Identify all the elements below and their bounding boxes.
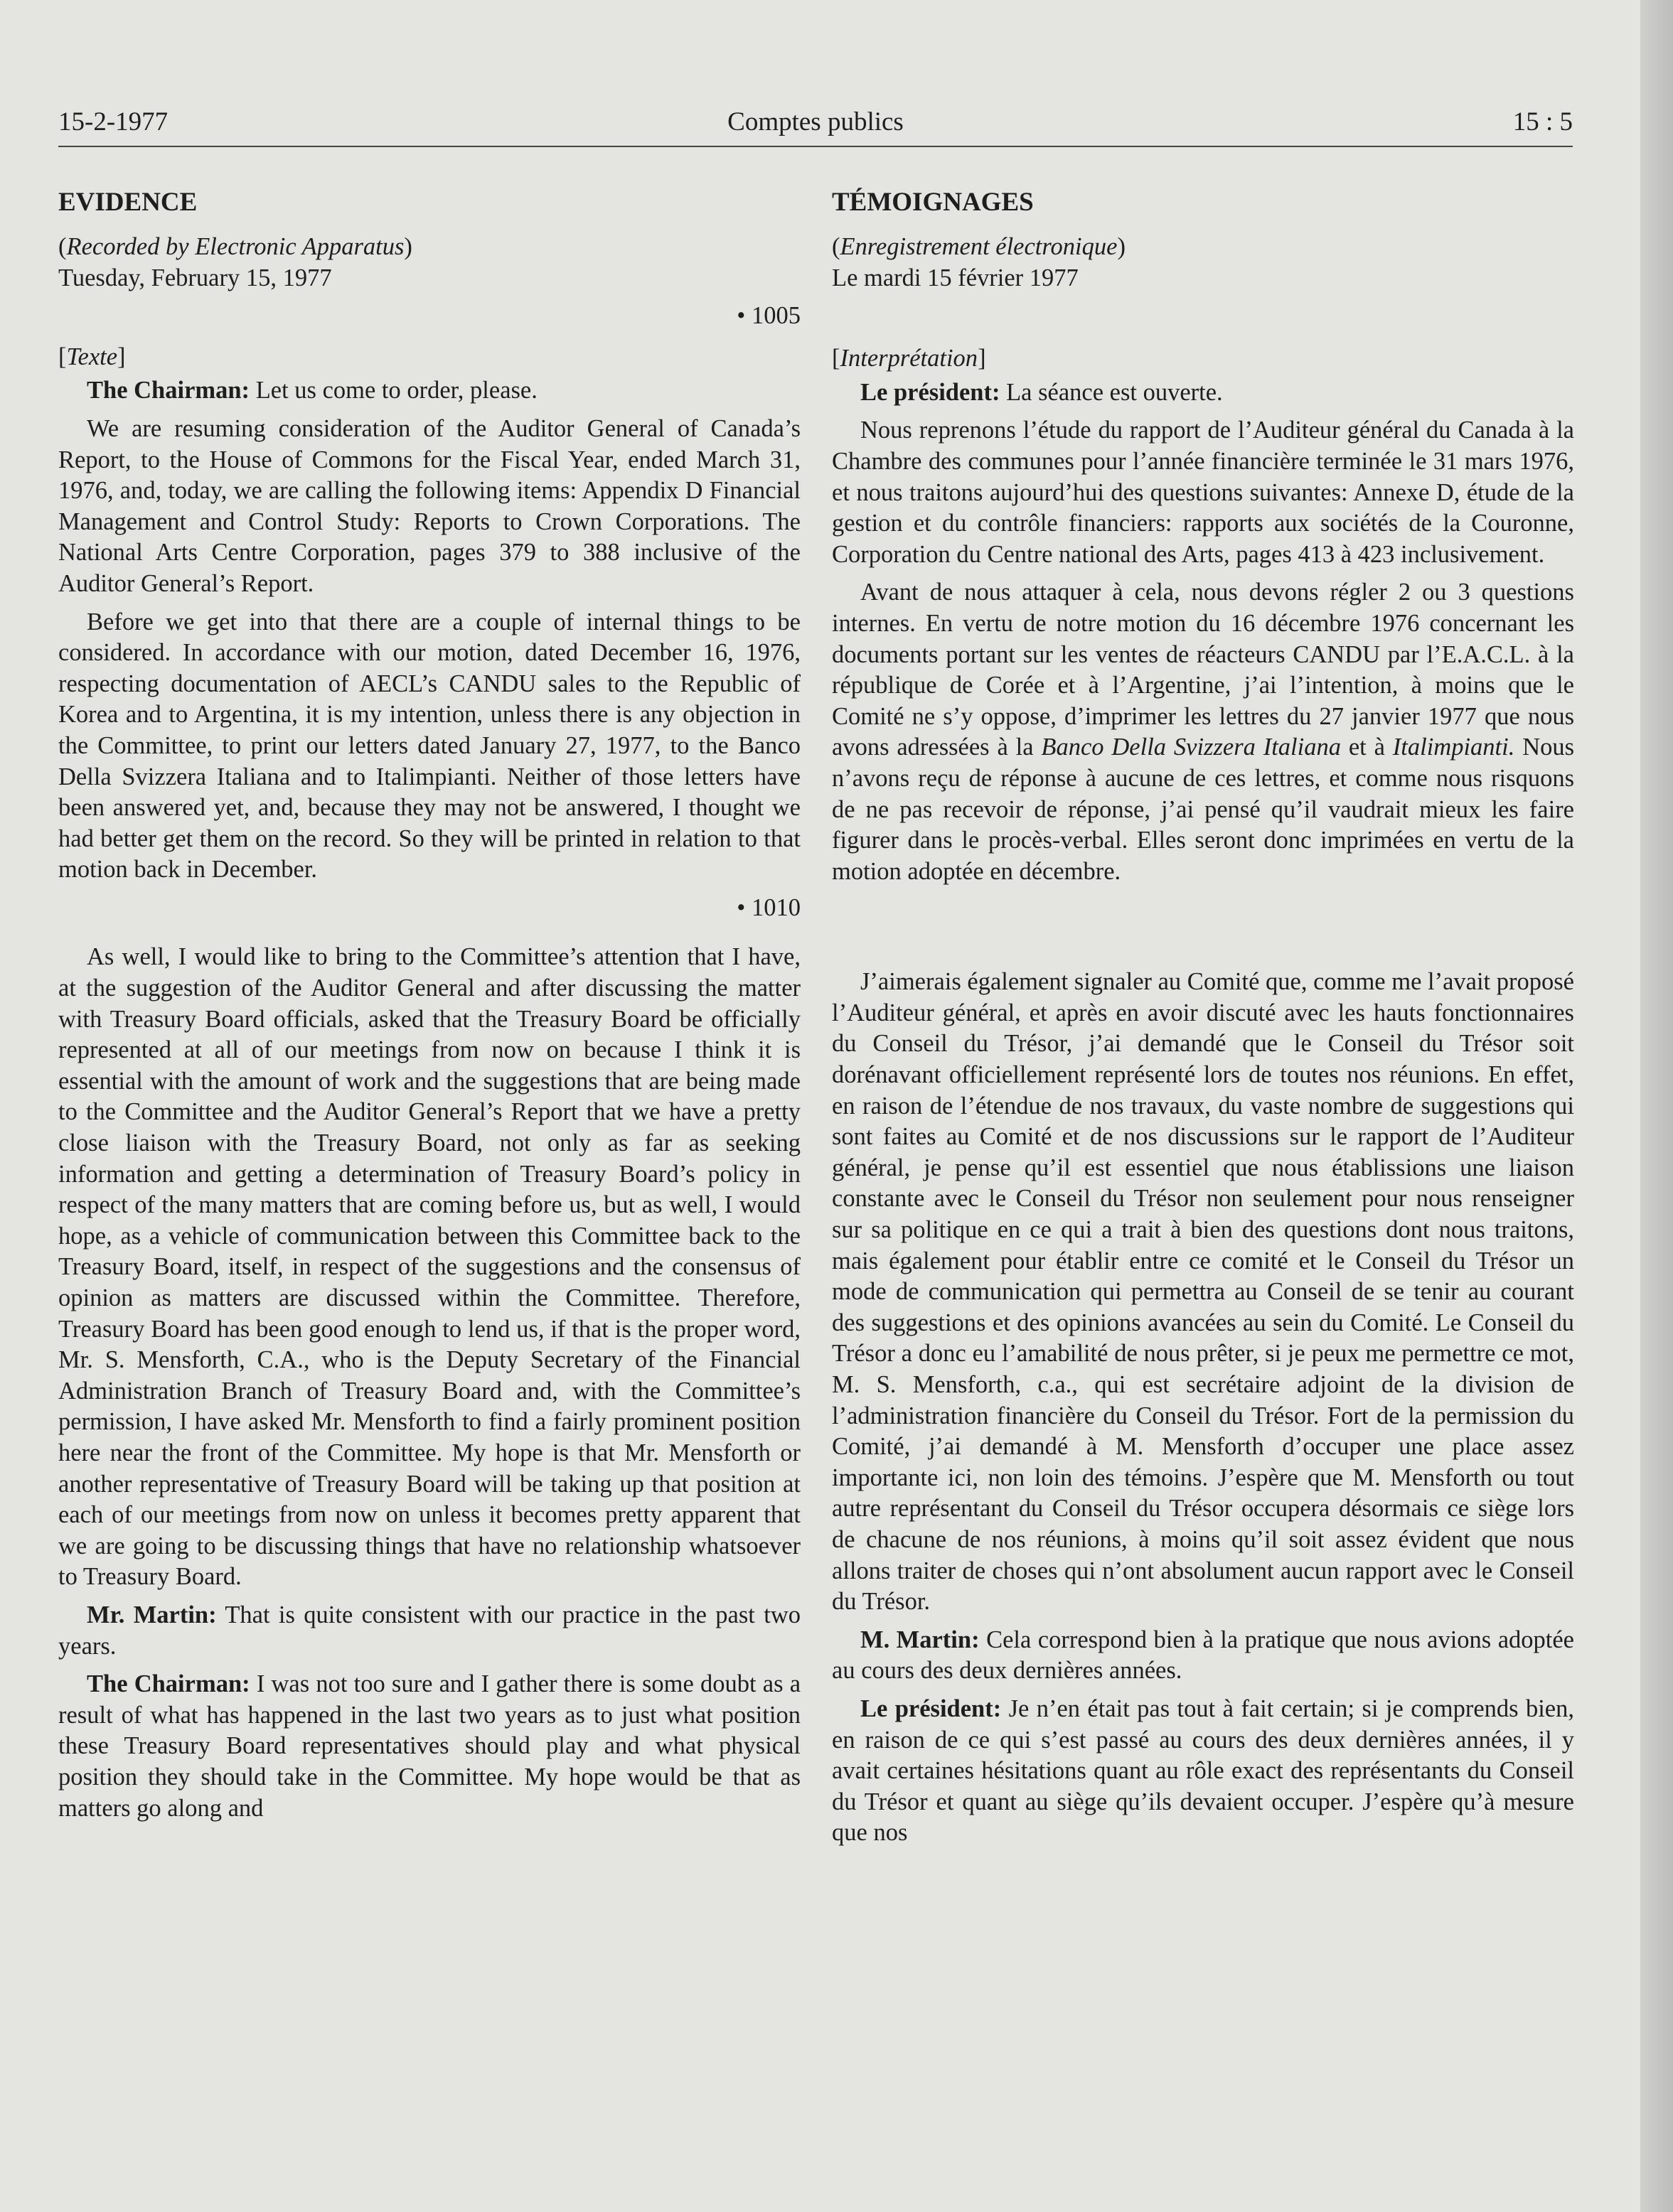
running-header [58, 107, 1573, 149]
time-marker: • 1010 [737, 893, 801, 921]
spacer [58, 932, 801, 942]
language-tag-text: Texte [66, 343, 118, 370]
section-heading: EVIDENCE [58, 188, 198, 217]
header-rule [58, 146, 1573, 147]
header-page-number: 15 : 5 [1512, 107, 1573, 136]
header-date: 15-2-1977 [58, 107, 169, 136]
paragraph [58, 1600, 801, 1662]
speech-text: Cela correspond bien à la pratique que nous avions adoptée au cours des deux dernières années. [832, 1626, 1574, 1685]
recorded-note-text: Enregistrement électronique [840, 233, 1118, 260]
paragraph [58, 375, 801, 407]
spacer [832, 294, 1574, 333]
paragraph: J’aimerais également signaler au Comité que, comme me l’avait proposé l’Auditeur général, et après en avoir discuté avec les hauts fonctionnaires du Conseil du Trésor, j’ai demandé que le Conseil du Trésor soit dorénavant officiellement représenté lors de toutes nos réunions. En effet, en raison de l’étendue de nos travaux, du vaste nombre de suggestions qui sont faites au Comité et de nos discussions sur le rapport de l’Auditeur général, je pense qu’il est essentiel que nous établissions une liaison constante avec le Conseil du Trésor non seulement pour nous renseigner sur sa politique en ce qui a trait à bien des questions dont nous traitons, mais également pour établir entre ce comité et le Conseil du Trésor un mode de communication qui permettra au Conseil de se tenir au courant des suggestions et des opinions avancées au sein du Comité. Le Conseil du Trésor a donc eu l’amabilité de nous prêter, si je peux me permettre ce mot, M. S. Mensforth, c.a., qui est secrétaire adjoint de la division de l’administration financière du Conseil du Trésor. Fort de la permission du Comité, j’ai demandé à M. Mensforth d’occuper une place assez importante ici, non loin des témoins. J’espère que M. Mensforth ou tout autre représentant du Conseil du Trésor occupera désormais ce siège lors de chacune de nos réunions, à moins qu’il soit assez évident que nous allons traiter de choses qui n’ont absolument aucun rapport avec le Conseil du Trésor. [832, 968, 1574, 1616]
recorded-note-text: Recorded by Electronic Apparatus [66, 233, 405, 260]
page-edge [1640, 0, 1673, 2212]
english-column [58, 186, 801, 1831]
speech-text: La séance est ouverte. [1006, 378, 1223, 406]
speaker-name: Mr. Martin: [87, 1601, 217, 1628]
paragraph-text: Nous n’avons reçu de réponse à aucune de ces lettres, et comme nous risquons de ne pas recevoir de réponse, j’ai pensé qu’il vaudrait mieux les faire figurer dans le procès-verbal. Elles seront donc imprimées en vertu de la motion adoptée en décembre. [832, 734, 1575, 885]
paragraph: As well, I would like to bring to the Committee’s attention that I have, at the suggestion of the Auditor General and after discussing the matter with Treasury Board officials, asked that the Treasury Board be officially represented at all of our meetings from now on because I think it is essential with the amount of work and the suggestions that are being made to the Committee and the Auditor General’s Report that we have a pretty close liaison with the Treasury Board, not only as far as seeking information and getting a determination of Treasury Board’s policy in respect of the many matters that are coming before us, but as well, I would hope, as a vehicle of communication between this Committee back to the Treasury Board, itself, in respect of the suggestions and the consensus of opinion as matters are discussed within the Committee. Therefore, Treasury Board has been good enough to lend us, if that is the proper word, Mr. S. Mensforth, C.A., who is the Deputy Secretary of the Financial Administration Branch of Treasury Board and, with the Committee’s permission, I have asked Mr. Mensforth to find a fairly prominent position here near the front of the Committee. My hope is that Mr. Mensforth or another representative of Treasury Board will be taking up that position at each of our meetings from now on unless it becomes pretty apparent that we are going to be discussing things that have no relationship whatsoever to Treasury Board. [58, 943, 801, 1591]
paragraph: Nous reprenons l’étude du rapport de l’Auditeur général du Canada à la Chambre des communes pour l’année financière terminée le 31 mars 1976, et nous traitons aujourd’hui des questions suivantes: Annexe D, étude de la gestion et du contrôle financiers: rapports aux sociétés de la Couronne, Corporation du Centre national des Arts, pages 413 à 423 inclusivement. [832, 417, 1574, 568]
speech-text: Let us come to order, please. [255, 377, 538, 404]
paragraph-text: Avant de nous attaquer à cela, nous devons régler 2 ou 3 questions internes. En vertu de notre motion du 16 décembre 1976 concernant les documents portant sur les ventes de réacteurs CANDU par l’E.A.C.L. à la république de Corée et à l’Argentine, j’ai l’intention, à moins que le Comité ne s’y oppose, d’imprimer les lettres du 27 janvier 1977 que nous avons adressées à la [832, 579, 1574, 761]
paragraph [832, 1694, 1574, 1849]
company-name: Italimpianti. [1392, 734, 1515, 761]
paragraph-text: et à [1348, 734, 1385, 761]
speech-text: I was not too sure and I gather there is some doubt as a result of what has happened in the last two years as to just what position these Treasury Board representatives should play and what physical position they should take in the Committee. My hope would be that as matters go along and [58, 1670, 801, 1822]
speech-text: That is quite consistent with our practice in the past two years. [58, 1601, 801, 1660]
paragraph: Before we get into that there are a couple of internal things to be considered. In accordance with our motion, dated December 16, 1976, respecting documentation of AECL’s CANDU sales to the Republic of Korea and to Argentina, it is my intention, unless there is any objection in the Committee, to print our letters dated January 27, 1977, to the Banco Della Svizzera Italiana and to Italimpianti. Neither of those letters have been answered yet, and, because they may not be answered, I thought we had better get them on the record. So they will be printed in relation to that motion back in December. [58, 608, 801, 884]
bank-name: Banco Della Svizzera Italiana [1041, 734, 1341, 761]
paragraph [832, 577, 1574, 887]
recorded-note: (Enregistrement électronique) [832, 233, 1126, 260]
language-tag-text: Interprétation [840, 345, 978, 372]
speaker-name: The Chairman: [87, 1670, 250, 1698]
recorded-note: (Recorded by Electronic Apparatus) [58, 233, 412, 260]
speaker-name: M. Martin: [860, 1626, 980, 1653]
speaker-name: Le président: [860, 1695, 1002, 1722]
spacer [832, 894, 1574, 967]
speaker-name: The Chairman: [87, 377, 250, 404]
speech-text: Je n’en était pas tout à fait certain; si je comprends bien, en raison de ce qui s’est passé au cours des deux dernières années, il y avait certaines hésitations quant au rôle exact des représentants du Conseil du Trésor et quant au siège qu’ils devaient occuper. J’espère qu’à mesure que nos [832, 1695, 1574, 1847]
section-heading: TÉMOIGNAGES [832, 188, 1034, 217]
paragraph [832, 1625, 1574, 1687]
speaker-name: Le président: [860, 378, 1000, 406]
header-title: Comptes publics [727, 107, 904, 136]
language-tag: [Texte] [58, 343, 126, 370]
paragraph [58, 1669, 801, 1824]
french-column [832, 186, 1574, 1856]
paragraph: We are resuming consideration of the Auditor General of Canada’s Report, to the House of Commons for the Fiscal Year, ended March 31, 1976, and, today, we are calling the following items: Appendix D Financial Management and Control Study: Reports to Crown Corporations. The National Arts Centre Corporation, pages 379 to 388 inclusive of the Auditor General’s Report. [58, 414, 801, 597]
time-marker: • 1005 [737, 302, 801, 330]
sitting-date: Tuesday, February 15, 1977 [58, 264, 332, 291]
language-tag: [Interprétation] [832, 345, 986, 372]
paragraph [832, 377, 1574, 409]
sitting-date: Le mardi 15 février 1977 [832, 264, 1079, 291]
